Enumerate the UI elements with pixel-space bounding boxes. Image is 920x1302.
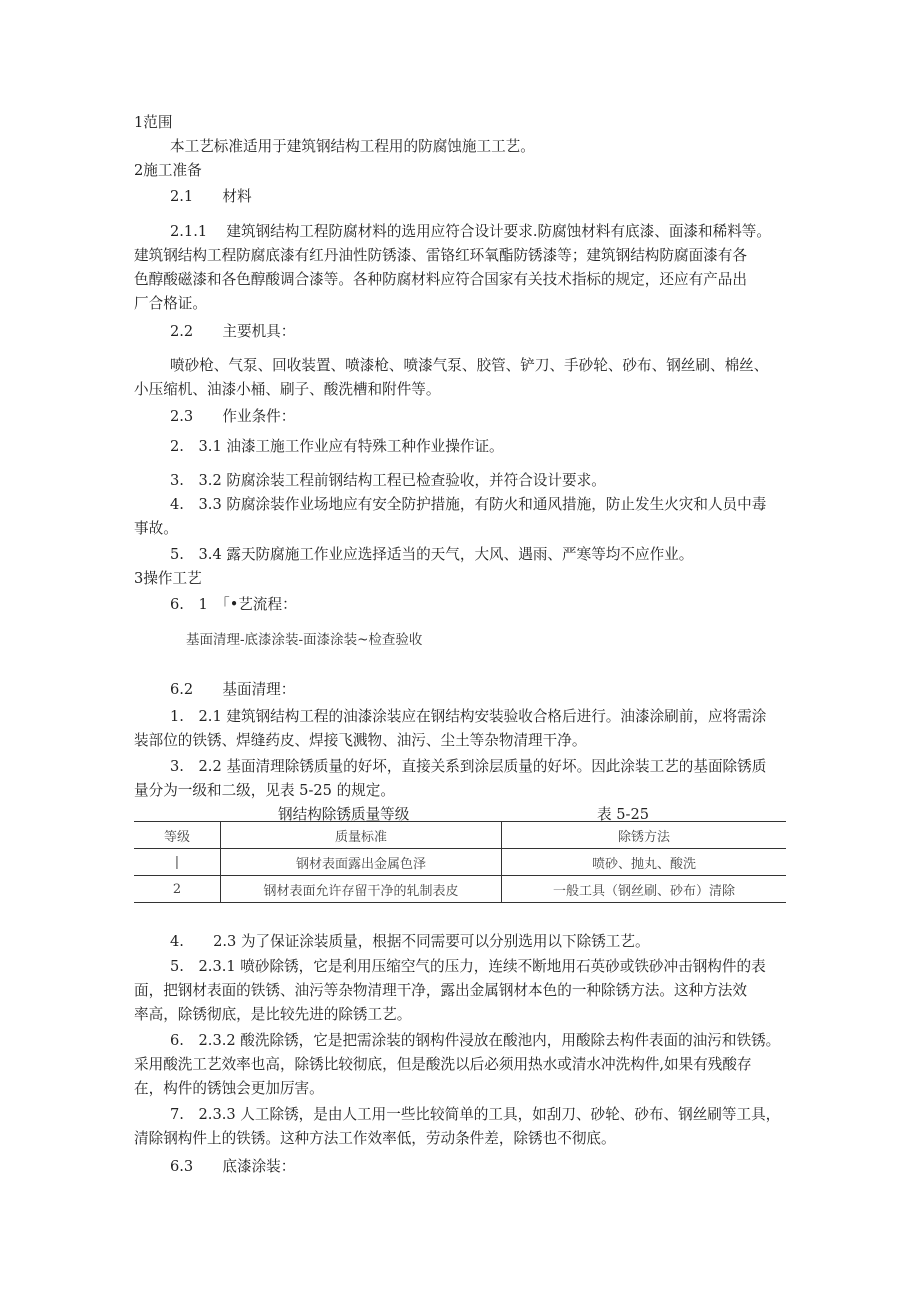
subsection-heading: 2.1 材料 [170,188,252,205]
list-item: 5. 3.4 露天防腐施工作业应选择适当的天气，大风、遇雨、严寒等均不应作业。 [170,546,694,563]
paragraph-line: 喷砂枪、气泵、回收装置、喷漆枪、喷漆气泵、胶管、铲刀、手砂轮、砂布、钢丝刷、棉丝、 [170,357,769,374]
paragraph-line: 率高，除锈彻底，是比较先进的除锈工艺。 [134,1006,412,1023]
list-item: 3. 2.2 基面清理除锈质量的好坏，直接关系到涂层质量的好坏。因此涂装工艺的基面除锈质 [170,758,767,775]
list-item: 3. 3.2 防腐涂装工程前钢结构工程已检查验收，并符合设计要求。 [170,472,606,489]
paragraph-line: 清除钢构件上的铁锈。这种方法工作效率低，劳动条件差，除锈也不彻底。 [134,1130,616,1147]
table-title: 钢结构除锈质量等级 [278,806,410,823]
table-header-cell: 质量标准 [221,822,502,849]
table-header-row [134,822,786,849]
paragraph-line: 在，构件的锈蚀会更加厉害。 [134,1080,324,1097]
paragraph-line: 面，把钢材表面的铁锈、油污等杂物清理干净，露出金属钢材本色的一种除锈方法。这种方法效 [134,982,747,999]
table-header-cell: 等级 [134,822,221,849]
subsection-heading: 2.3 作业条件： [170,408,296,425]
table-cell: 钢材表面露出金属色泽 [221,849,502,876]
rust-removal-grade-table [134,821,786,903]
section-3-heading: 3操作工艺 [134,570,202,587]
paragraph-line: 建筑钢结构工程防腐底漆有红丹油性防锈漆、雷铬红环氧酯防锈漆等；建筑钢结构防腐面漆有各 [134,247,747,264]
list-item: 1. 2.1 建筑钢结构工程的油漆涂装应在钢结构安装验收合格后进行。油漆涂刷前，应将需涂 [170,708,767,725]
list-item: 4. 2.3 为了保证涂装质量，根据不同需要可以分别选用以下除锈工艺。 [170,933,650,950]
paragraph-line: 色醇酸磁漆和各色醇酸调合漆等。各种防腐材料应符合国家有关技术指标的规定，还应有产品出 [134,271,747,288]
table-cell: 一般工具（钢丝刷、砂布）清除 [502,876,787,903]
subsection-heading: 6. 1 「•艺流程： [170,596,297,613]
table-row [134,876,786,903]
section-1-heading: 1范围 [134,114,173,131]
paragraph-line: 本工艺标准适用于建筑钢结构工程用的防腐蚀施工工艺。 [170,138,535,155]
list-item: 2. 3.1 油漆工施工作业应有特殊工种作业操作证。 [170,438,504,455]
paragraph-line: 量分为一级和二级，见表 5-25 的规定。 [134,782,395,799]
list-item: 7. 2.3.3 人工除锈，是由人工用一些比较简单的工具，如刮刀、砂轮、砂布、钢丝刷等工具， [170,1106,781,1123]
paragraph-line: 采用酸洗工艺效率也高，除锈比较彻底，但是酸洗以后必须用热水或清水冲洗构件,如果有残酸存 [134,1056,752,1073]
paragraph-line: 厂合格证。 [134,295,207,312]
table-header-cell: 除锈方法 [502,822,787,849]
paragraph-line: 事故。 [134,520,178,537]
list-item: 5. 2.3.1 喷砂除锈，它是利用压缩空气的压力，连续不断地用石英砂或铁砂冲击钢构件的表 [170,958,766,975]
table-cell: 喷砂、抛丸、酸洗 [502,849,787,876]
table-cell: 2 [134,876,221,903]
paragraph-line: 2.1.1 建筑钢结构工程防腐材料的选用应符合设计要求.防腐蚀材料有底漆、面漆和稀料等。 [170,223,771,240]
table-cell: 钢材表面允许存留干净的轧制表皮 [221,876,502,903]
subsection-heading: 2.2 主要机具： [170,323,296,340]
paragraph-line: 装部位的铁锈、焊缝药皮、焊接飞溅物、油污、尘土等杂物清理干净。 [134,732,587,749]
subsection-heading: 6.2 基面清理： [170,681,296,698]
table-row [134,849,786,876]
paragraph-line: 小压缩机、油漆小桶、刷子、酸洗槽和附件等。 [134,381,441,398]
list-item: 6. 2.3.2 酸洗除锈，它是把需涂装的钢构件浸放在酸池内，用酸除去构件表面的油污和铁锈。 [170,1032,781,1049]
subsection-heading: 6.3 底漆涂装： [170,1158,296,1175]
section-2-heading: 2施工准备 [134,162,202,179]
list-item: 4. 3.3 防腐涂装作业场地应有安全防护措施，有防火和通风措施，防止发生火灾和人员中毒 [170,496,767,513]
table-cell: | [134,849,221,876]
table-number: 表 5-25 [597,806,650,823]
process-flow: 基面清理-底漆涂装-面漆涂装~检查验收 [186,632,423,648]
